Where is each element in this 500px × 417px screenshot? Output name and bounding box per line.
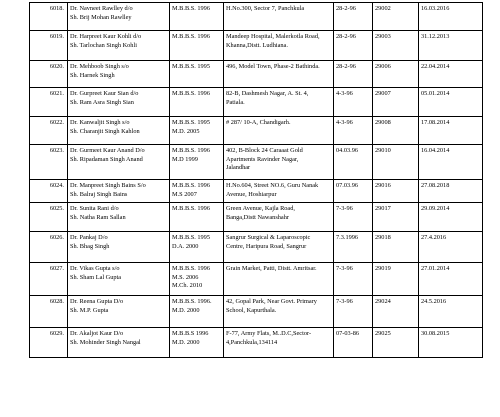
registration-number-cell: 29018 [373,232,419,263]
registration-date-cell: 7.3.1996 [334,232,373,263]
serial-number-cell: 6029. [30,328,68,358]
doctor-name-cell [68,203,170,232]
serial-number-cell: 6023. [30,145,68,180]
serial-number-cell: 6026. [30,232,68,263]
doctor-name-cell-line: Dr. Pankaj D/o [70,234,108,241]
address-cell-line: Jalandhar [226,164,251,172]
serial-number-cell: 6020. [30,61,68,88]
table-row [30,117,483,145]
qualification-cell-line: M.B.B.S. 1996 [172,90,210,97]
address-cell [224,263,334,296]
serial-number-cell: 6024. [30,180,68,203]
table-body [30,3,483,358]
table-row [30,203,483,232]
registration-number-cell: 29025 [373,328,419,358]
address-cell-line: 4,Panchkula,134114 [226,338,278,346]
registration-number-cell: 29010 [373,145,419,180]
table-row [30,263,483,296]
qualification-cell-line: M.B.B.S. 1996 [172,147,210,154]
doctor-name-cell [68,328,170,358]
qualification-cell [170,296,224,328]
qualification-cell-line: D.A. 2000 [172,242,199,250]
registration-number-cell: 29002 [373,3,419,31]
registration-date-cell: 7-3-96 [334,296,373,328]
valid-upto-cell: 24.5.2016 [419,296,483,328]
valid-upto-cell: 16.04.2014 [419,145,483,180]
doctor-name-cell-line: Dr. Akaljot Kaur D/o [70,330,124,337]
address-cell-line: Banga,Distt Nawanshahr [226,213,289,221]
qualification-cell-line: M.B.B.S. 1995 [172,63,210,70]
table-row [30,88,483,117]
qualification-cell-line: M.S 2007 [172,190,197,198]
address-cell-line: Grain Market, Patti, Distt. Amritsar. [226,265,317,272]
address-cell [224,296,334,328]
registration-date-cell: 28-2-96 [334,31,373,61]
doctor-name-cell-line: Sh. Harnek Singh [70,71,115,79]
doctor-name-cell [68,117,170,145]
address-cell [224,31,334,61]
qualification-cell [170,88,224,117]
valid-upto-cell: 27.4.2016 [419,232,483,263]
address-cell-line: Apartments Ravinder Nagar, [226,155,299,163]
doctor-name-cell-line: Dr. Vikas Gupta s/o [70,265,120,272]
qualification-cell [170,31,224,61]
doctor-name-cell-line: Dr. Manpreet Singh Bains S/o [70,182,146,189]
doctor-name-cell-line: Sh. Ripadaman Singh Anand [70,155,143,163]
registration-date-cell: 4-3-96 [334,88,373,117]
registration-date-cell: 7-3-96 [334,203,373,232]
table-row [30,61,483,88]
table-row [30,180,483,203]
doctor-name-cell [68,61,170,88]
registration-number-cell: 29007 [373,88,419,117]
qualification-cell-line: M.B.B.S. 1995 [172,234,210,241]
qualification-cell-line: M.D. 2000 [172,306,200,314]
valid-upto-cell: 17.08.2014 [419,117,483,145]
address-cell-line: Green Avenue, Kajla Road, [226,205,295,212]
address-cell-line: Centre, Haripura Road, Sangrur [226,242,307,250]
doctor-name-cell-line: Sh. Balraj Singh Bains [70,190,128,198]
serial-number-cell: 6018. [30,3,68,31]
registration-date-cell: 04.03.96 [334,145,373,180]
valid-upto-cell: 22.04.2014 [419,61,483,88]
registration-number-cell: 29003 [373,31,419,61]
qualification-cell [170,117,224,145]
qualification-cell-line: M.B.B.S. 1996 [172,5,210,12]
valid-upto-cell: 30.08.2015 [419,328,483,358]
registration-number-cell: 29016 [373,180,419,203]
table-row [30,296,483,328]
registration-date-cell: 28-2-96 [334,3,373,31]
serial-number-cell: 6028. [30,296,68,328]
serial-number-cell: 6025. [30,203,68,232]
table-row [30,145,483,180]
qualification-cell [170,328,224,358]
doctor-name-cell-line: Dr. Gurmeet Kaur Anand D/o [70,147,145,154]
registration-number-cell: 29019 [373,263,419,296]
serial-number-cell: 6019. [30,31,68,61]
qualification-cell-line: M.Ch. 2010 [172,282,203,290]
address-cell [224,3,334,31]
doctor-name-cell-line: Sh. Charanjit Singh Kahlon [70,127,140,135]
registration-number-cell: 29006 [373,61,419,88]
doctor-name-cell [68,3,170,31]
doctor-name-cell-line: Dr. Sunita Rani d/o [70,205,119,212]
address-cell-line: Khanna,Distt. Ludhiana. [226,41,288,49]
address-cell [224,117,334,145]
doctor-name-cell-line: Dr. Harpreet Kaur Kohli d/o [70,33,142,40]
address-cell-line: # 287/ 10-A, Chandigarh. [226,119,291,126]
address-cell [224,88,334,117]
valid-upto-cell: 05.01.2014 [419,88,483,117]
registration-date-cell: 07-03-86 [334,328,373,358]
doctor-name-cell [68,88,170,117]
doctor-name-cell [68,145,170,180]
qualification-cell-line: M.B.B.S. 1996 [172,182,210,189]
qualification-cell-line: M.D. 2000 [172,338,200,346]
registration-date-cell: 07.03.96 [334,180,373,203]
table-row [30,232,483,263]
table-row [30,3,483,31]
address-cell-line: 496, Model Town, Phase-2 Bathinda. [226,63,320,70]
address-cell-line: H.No.300, Sector 7, Panchkula [226,5,305,12]
registration-date-cell: 4-3-96 [334,117,373,145]
doctor-name-cell-line: Sh. Natha Ram Sallan [70,213,126,221]
address-cell-line: 402, B-Block 24 Caraaat Gold [226,147,303,154]
valid-upto-cell: 27.01.2014 [419,263,483,296]
doctor-name-cell-line: Sh. Brij Mohan Rawlley [70,13,132,21]
qualification-cell-line: M.B.B.S. 1996 [172,205,210,212]
registration-table [29,2,483,358]
doctor-name-cell-line: Sh. Tarlochan Singh Kohli [70,41,137,49]
qualification-cell-line: M.S. 2006 [172,273,199,281]
doctor-name-cell-line: Sh. Bhag Singh [70,242,110,250]
address-cell-line: 42, Gopal Park, Near Govt. Primary [226,298,317,305]
address-cell-line: Avenue, Hoshiarpur [226,190,277,198]
qualification-cell [170,3,224,31]
address-cell [224,328,334,358]
address-cell-line: F-77, Army Flats, M..D.C,Sector- [226,330,312,337]
doctor-name-cell [68,263,170,296]
address-cell [224,232,334,263]
valid-upto-cell: 16.03.2016 [419,3,483,31]
address-cell-line: Sangrur Surgical & Laparoscopic [226,234,311,241]
valid-upto-cell: 31.12.2013 [419,31,483,61]
registration-number-cell: 29024 [373,296,419,328]
qualification-cell-line: M.B.B.S. 1996 [172,265,210,272]
doctor-name-cell-line: Dr. Mehboob Singh s/o [70,63,129,70]
address-cell [224,180,334,203]
doctor-name-cell [68,180,170,203]
valid-upto-cell: 29.09.2014 [419,203,483,232]
qualification-cell [170,203,224,232]
registration-number-cell: 29017 [373,203,419,232]
table-row [30,328,483,358]
address-cell [224,145,334,180]
doctor-name-cell-line: Dr. Navneet Rawlley d/o [70,5,133,12]
address-cell-line: School, Kapurthala. [226,306,277,314]
address-cell [224,203,334,232]
doctor-name-cell-line: Sh. M.P. Gupta [70,306,109,314]
qualification-cell-line: M.D 1999 [172,155,198,163]
doctor-name-cell-line: Dr. Reena Gupta D/o [70,298,124,305]
registration-date-cell: 28-2-96 [334,61,373,88]
qualification-cell-line: M.B.B.S. 1996. [172,298,212,305]
doctor-name-cell-line: Sh. Ram Asra Singh Sian [70,98,134,106]
doctor-name-cell [68,232,170,263]
table-row [30,31,483,61]
registration-date-cell: 7-3-96 [334,263,373,296]
doctor-name-cell [68,31,170,61]
serial-number-cell: 6021. [30,88,68,117]
address-cell-line: Mandeep Hospital, Malerkotla Road, [226,33,320,40]
address-cell-line: Patiala. [226,98,245,106]
qualification-cell [170,263,224,296]
qualification-cell-line: M.B.B.S. 1995 [172,119,210,126]
doctor-name-cell [68,296,170,328]
doctor-name-cell-line: Dr. Kanwaljit Singh s/o [70,119,130,126]
qualification-cell [170,180,224,203]
qualification-cell-line: M.B.B.S 1996 [172,330,209,337]
serial-number-cell: 6022. [30,117,68,145]
address-cell [224,61,334,88]
registration-number-cell: 29008 [373,117,419,145]
doctor-name-cell-line: Sh. Mohinder Singh Nangal [70,338,141,346]
qualification-cell [170,145,224,180]
valid-upto-cell: 27.08.2018 [419,180,483,203]
address-cell-line: H.No.604, Street NO.6, Guru Nanak [226,182,319,189]
serial-number-cell: 6027. [30,263,68,296]
qualification-cell [170,232,224,263]
doctor-name-cell-line: Dr. Gurpreet Kaur Sian d/o [70,90,139,97]
address-cell-line: 82-B, Dashmesh Nagar, A. St. 4, [226,90,309,97]
qualification-cell-line: M.B.B.S. 1996 [172,33,210,40]
doctor-name-cell-line: Sh. Sham Lal Gupta [70,273,122,281]
qualification-cell-line: M.D. 2005 [172,127,200,135]
qualification-cell [170,61,224,88]
